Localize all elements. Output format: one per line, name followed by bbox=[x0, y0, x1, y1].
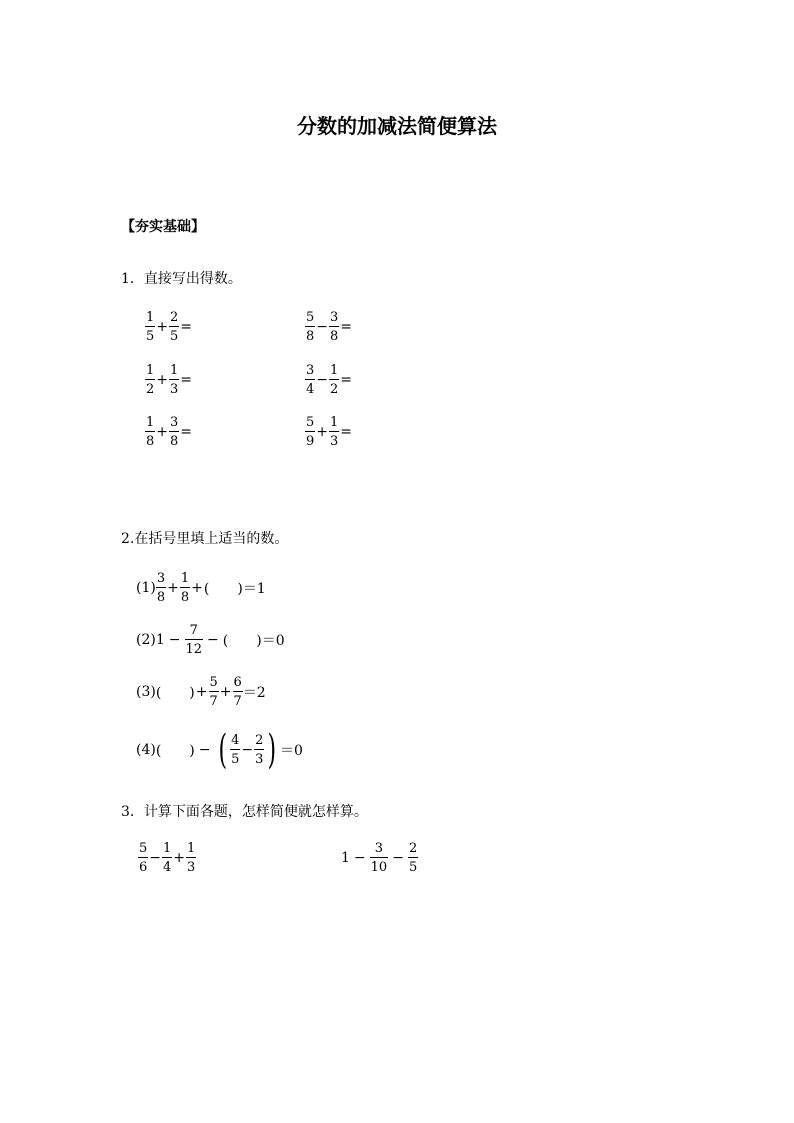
section-heading: 【夯实基础】 bbox=[121, 219, 205, 235]
q2-part-4: (4) ( ) − ( $\frac{4}{5}$ − $\frac{2}{3}$ ) ＝0 bbox=[136, 727, 303, 773]
fraction: $\frac{6}{7}$ bbox=[233, 675, 242, 709]
answer-blank: ( ) bbox=[155, 743, 195, 759]
fraction: $\frac{3}{8}$ bbox=[156, 571, 166, 605]
page-title: 分数的加减法简便算法 bbox=[297, 114, 497, 138]
q2-part-3: (3) ( ) + $\frac{5}{7}$ + $\frac{6}{7}$ ＝2 bbox=[136, 675, 266, 709]
fraction: $\frac{1}{5}$ bbox=[146, 310, 155, 344]
q2-part-2: (2) 1 − $\frac{7}{12}$ − ( ) ＝0 bbox=[136, 623, 285, 657]
fraction: $\frac{3}{4}$ bbox=[306, 363, 315, 397]
fraction: $\frac{2}{3}$ bbox=[255, 733, 264, 767]
q2-prompt: 2.在括号里填上适当的数。 bbox=[121, 531, 289, 547]
q1-item-3: $\frac{1}{2}$ + $\frac{1}{3}$ = bbox=[146, 363, 193, 397]
fraction: $\frac{1}{8}$ bbox=[180, 571, 190, 605]
q2-part-1: (1) $\frac{3}{8}$ + $\frac{1}{8}$ + ( ) ＝1 bbox=[136, 571, 266, 605]
fraction: $\frac{3}{8}$ bbox=[170, 415, 179, 449]
fraction: $\frac{5}{8}$ bbox=[306, 310, 315, 344]
fraction: $\frac{1}{4}$ bbox=[163, 841, 172, 875]
fraction: $\frac{5}{6}$ bbox=[139, 841, 148, 875]
q1-item-6: $\frac{5}{9}$ + $\frac{1}{3}$ = bbox=[306, 415, 353, 449]
fraction: $\frac{4}{5}$ bbox=[231, 733, 240, 767]
q1-prompt: 1．直接写出得数。 bbox=[121, 271, 242, 287]
fraction: $\frac{2}{5}$ bbox=[408, 841, 418, 875]
q1-item-4: $\frac{3}{4}$ − $\frac{1}{2}$ = bbox=[306, 363, 353, 397]
q1-item-1: $\frac{1}{5}$ + $\frac{2}{5}$ = bbox=[146, 310, 193, 344]
fraction: $\frac{2}{5}$ bbox=[170, 310, 179, 344]
fraction: $\frac{7}{12}$ bbox=[185, 623, 203, 657]
q3-prompt: 3．计算下面各题，怎样简便就怎样算。 bbox=[121, 804, 368, 820]
fraction: $\frac{1}{8}$ bbox=[146, 415, 155, 449]
fraction: $\frac{1}{2}$ bbox=[146, 363, 155, 397]
answer-blank: ( ) bbox=[203, 581, 243, 597]
fraction: $\frac{1}{3}$ bbox=[187, 841, 196, 875]
fraction: $\frac{5}{9}$ bbox=[306, 415, 315, 449]
q3-expr-1: $\frac{5}{6}$ − $\frac{1}{4}$ + $\frac{1}{3}$ bbox=[139, 841, 196, 875]
answer-blank: ( ) bbox=[222, 633, 262, 649]
q1-item-5: $\frac{1}{8}$ + $\frac{3}{8}$ = bbox=[146, 415, 193, 449]
fraction: $\frac{1}{3}$ bbox=[330, 415, 339, 449]
fraction: $\frac{5}{7}$ bbox=[209, 675, 218, 709]
answer-blank: ( ) bbox=[155, 685, 195, 701]
fraction: $\frac{3}{8}$ bbox=[330, 310, 339, 344]
q1-item-2: $\frac{5}{8}$ − $\frac{3}{8}$ = bbox=[306, 310, 353, 344]
fraction: $\frac{3}{10}$ bbox=[370, 841, 388, 875]
q3-expr-2: 1 − $\frac{3}{10}$ − $\frac{2}{5}$ bbox=[341, 841, 418, 875]
fraction: $\frac{1}{3}$ bbox=[170, 363, 179, 397]
fraction: $\frac{1}{2}$ bbox=[330, 363, 339, 397]
